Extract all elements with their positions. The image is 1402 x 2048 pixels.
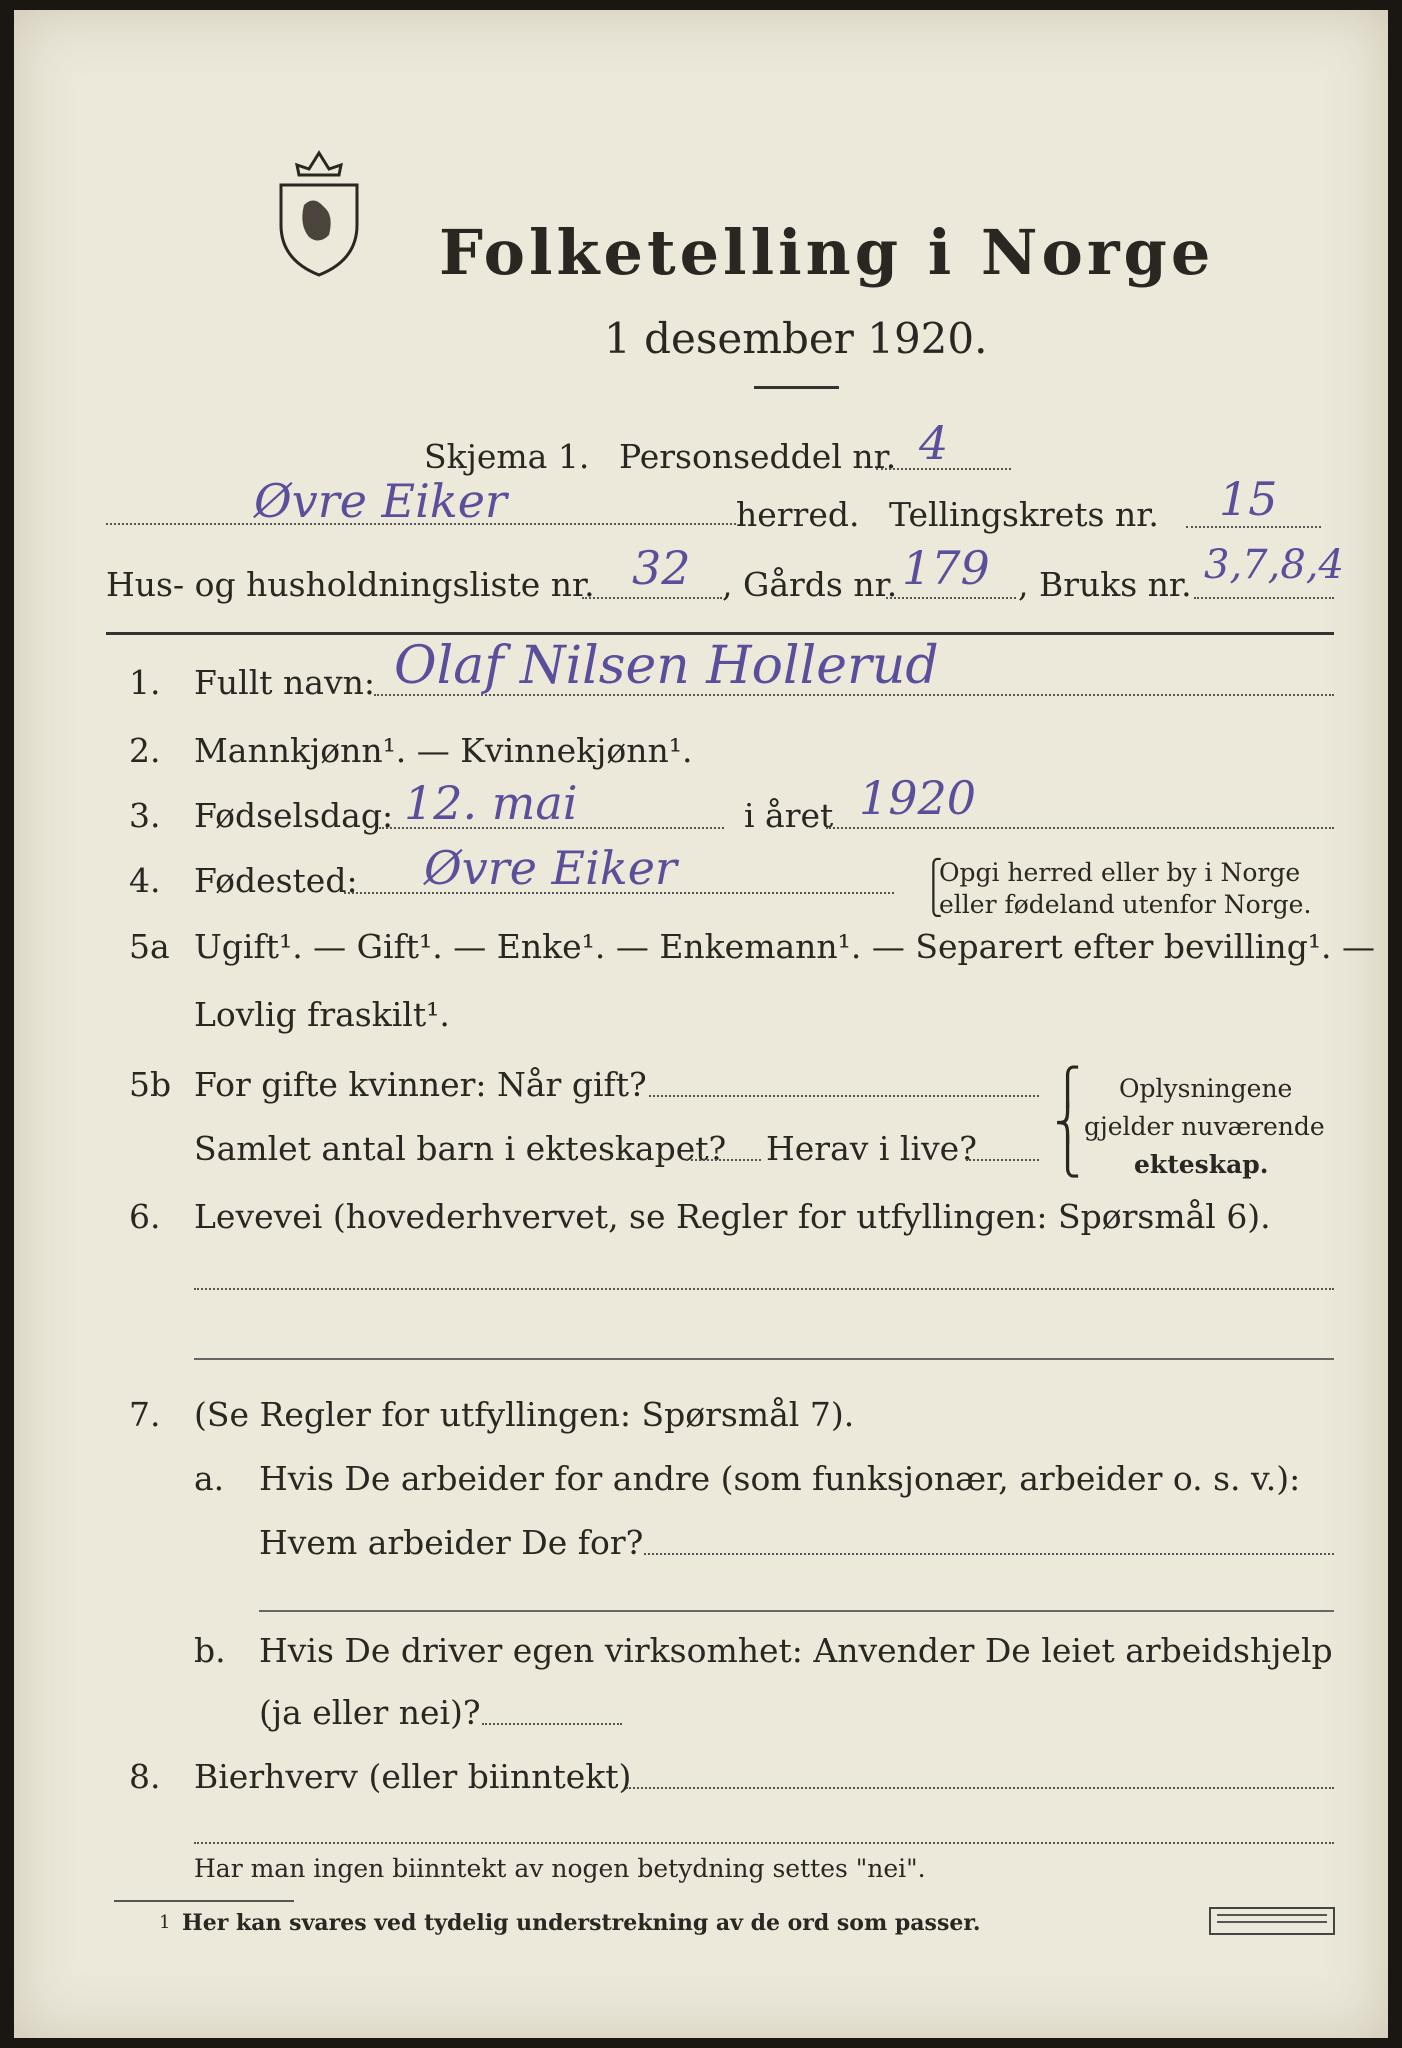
q4-label: Fødested: (194, 861, 358, 900)
census-date: 1 desember 1920. (604, 314, 988, 363)
personseddel-value: 4 (919, 416, 949, 470)
q8-number: 8. (129, 1757, 161, 1796)
q5b-brace-bottom: ⎩ (1054, 1137, 1081, 1178)
bruks-value: 3,7,8,4 (1204, 542, 1344, 588)
q5b-label-2: Samlet antal barn i ekteskapet? (194, 1129, 727, 1168)
marital-options-2: Lovlig fraskilt¹. (194, 995, 450, 1034)
gards-value: 179 (902, 541, 990, 595)
footnote-number: 1 (159, 1912, 171, 1933)
q1-number: 1. (129, 663, 161, 702)
norway-coat-of-arms-icon (269, 145, 369, 280)
q3-number: 3. (129, 796, 161, 835)
q3-year-label: i året (744, 796, 834, 835)
form-title: Folketelling i Norge (439, 216, 1215, 289)
q7a-label: Hvis De arbeider for andre (som funksjonær, arbeider o. s. v.): (259, 1459, 1301, 1498)
birthplace-value: Øvre Eiker (424, 841, 677, 895)
herred-label: herred. (736, 495, 860, 534)
liste-value: 32 (632, 541, 691, 595)
q2-number: 2. (129, 731, 161, 770)
q5b-number: 5b (129, 1065, 172, 1104)
census-form (14, 10, 1388, 2038)
q7-label: (Se Regler for utfyllingen: Spørsmål 7). (194, 1395, 855, 1434)
q7a-label-2: Hvem arbeider De for? (259, 1523, 644, 1562)
full-name-value: Olaf Nilsen Hollerud (394, 636, 939, 696)
q4-brace-bottom: ⎩ (924, 888, 943, 917)
q4-number: 4. (129, 861, 161, 900)
q6-label: Levevei (hovederhvervet, se Regler for utfyllingen: Spørsmål 6). (194, 1197, 1271, 1236)
q7b-label-2: (ja eller nei)? (259, 1693, 481, 1732)
q3-label: Fødselsdag: (194, 796, 394, 835)
q6-number: 6. (129, 1197, 161, 1236)
birth-year-value: 1920 (859, 771, 977, 825)
marital-options: Ugift¹. — Gift¹. — Enke¹. — Enkemann¹. — Separert efter bevilling¹. — (194, 927, 1376, 966)
liste-label: Hus- og husholdningsliste nr. (106, 565, 595, 604)
q5b-brace-top: ⎧ (1054, 1067, 1081, 1108)
q7a-number: a. (194, 1459, 225, 1498)
q5b-brace-mid: ⎨ (1054, 1103, 1081, 1144)
herred-value: Øvre Eiker (254, 474, 507, 528)
gards-label: , Gårds nr. (722, 565, 898, 604)
q5a-number: 5a (129, 927, 170, 966)
gender-options: Mannkjønn¹. — Kvinnekjønn¹. (194, 731, 693, 770)
q8-label: Bierhverv (eller biinntekt) (194, 1757, 632, 1796)
tellingskrets-label: Tellingskrets nr. (889, 495, 1159, 534)
personseddel-label: Personseddel nr. (619, 437, 897, 476)
printer-stamp-icon (1209, 1907, 1335, 1935)
q5b-note-2: gjelder nuværende (1084, 1112, 1325, 1141)
skjema-label: Skjema 1. (424, 437, 590, 476)
biinntekt-note: Har man ingen biinntekt av nogen betydning settes "nei". (194, 1854, 926, 1883)
footnote-text: Her kan svares ved tydelig understrekning av de ord som passer. (182, 1910, 981, 1936)
tellingskrets-value: 15 (1219, 472, 1278, 526)
q4-note-2: eller fødeland utenfor Norge. (939, 890, 1312, 919)
q4-note-1: Opgi herred eller by i Norge (939, 858, 1301, 887)
bruks-label: , Bruks nr. (1018, 565, 1192, 604)
q1-label: Fullt navn: (194, 663, 375, 702)
q7b-number: b. (194, 1631, 226, 1670)
birthday-value: 12. mai (404, 776, 578, 830)
q5b-note-1: Oplysningene (1119, 1074, 1293, 1103)
q4-brace-top: ⎧ (924, 858, 943, 887)
q7b-label: Hvis De driver egen virksomhet: Anvender De leiet arbeidshjelp (259, 1631, 1333, 1670)
q5b-label-3: Herav i live? (766, 1129, 977, 1168)
q5b-note-3: ekteskap. (1134, 1150, 1269, 1179)
q5b-label: For gifte kvinner: Når gift? (194, 1065, 647, 1104)
q7-number: 7. (129, 1395, 161, 1434)
